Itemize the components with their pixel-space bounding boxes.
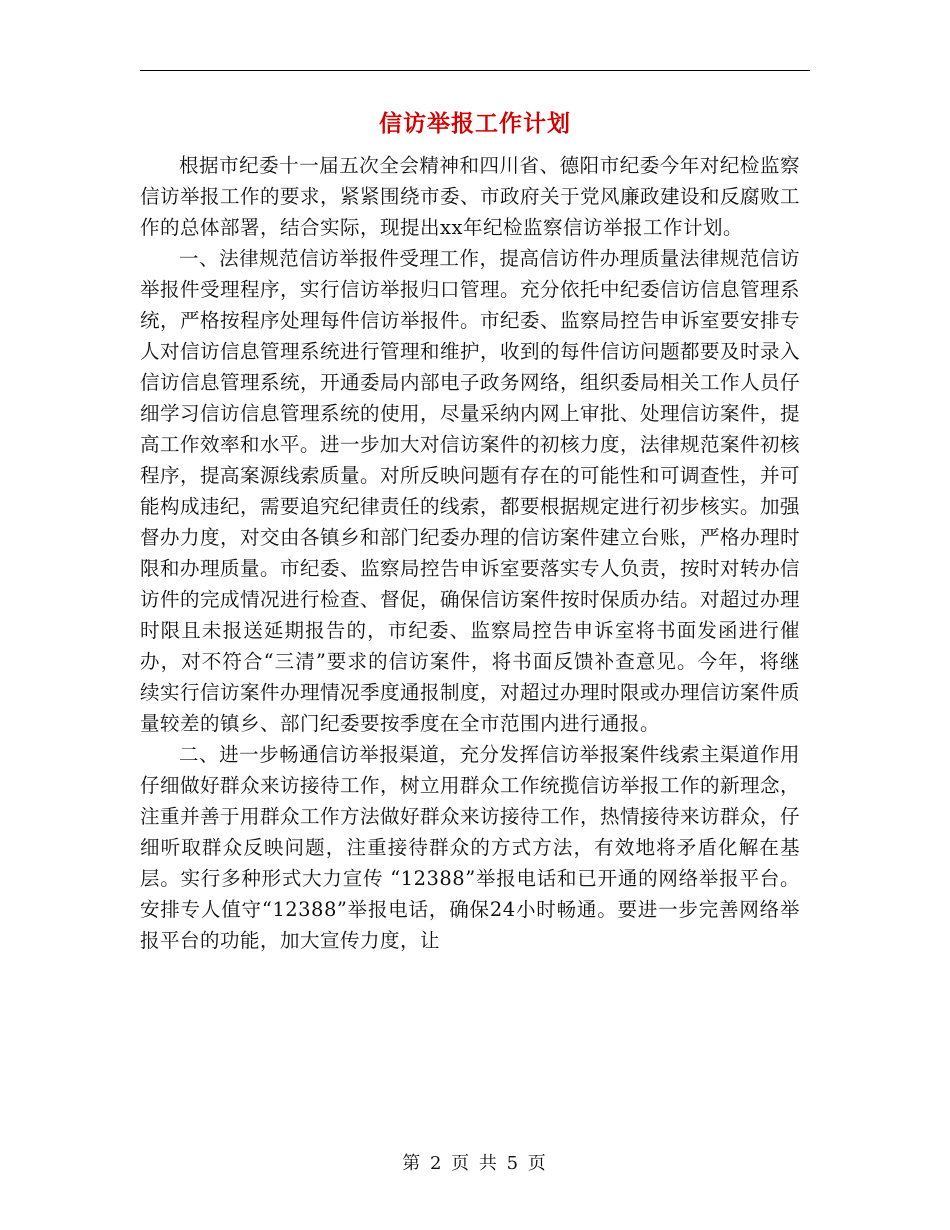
paragraph-section-2: 二、进一步畅通信访举报渠道，充分发挥信访举报案件线索主渠道作用仔细做好群众来访接待工作，树立用群众工作统揽信访举报工作的新理念，注重并善于用群众工作方法做好群众来访接待工作，热情接待来访群众，仔细听取群众反映问题，注重接待群众的方式方法，有效地将矛盾化解在基层。实行多种形式大力宣传 “12388”举报电话和已开通的网络举报平台。安排专人值守“12388”举报电话，确保24小时畅通。要进一步完善网络举报平台的功能，加大宣传力度，让 [140,743,801,952]
page-number-footer: 第 2 页 共 5 页 [402,1153,548,1174]
document-title: 信访举报工作计划 [379,111,571,137]
paragraph-section-1: 一、法律规范信访举报件受理工作，提高信访件办理质量法律规范信访举报件受理程序，实行信访举报归口管理。充分依托中纪委信访信息管理系统，严格按程序处理每件信访举报件。市纪委、监察局控告申诉室要安排专人对信访信息管理系统进行管理和维护，收到的每件信访问题都要及时录入信访信息管理系统，开通委局内部电子政务网络，组织委局相关工作人员仔细学习信访信息管理系统的使用，尽量采纳内网上审批、处理信访案件，提高工作效率和水平。进一步加大对信访案件的初核力度，法律规范案件初核程序，提高案源线索质量。对所反映问题有存在的可能性和可调查性，并可能构成违纪，需要追究纪律责任的线索，都要根据规定进行初步核实。加强督办力度，对交由各镇乡和部门纪委办理的信访案件建立台账，严格办理时限和办理质量。市纪委、监察局控告申诉室要落实专人负责，按时对转办信访件的完成情况进行检查、督促，确保信访案件按时保质办结。对超过办理时限且未报送延期报告的，市纪委、监察局控告申诉室将书面发函进行催办，对不符合“三清”要求的信访案件，将书面反馈补查意见。今年，将继续实行信访案件办理情况季度通报制度，对超过办理时限或办理信访案件质量较差的镇乡、部门纪委要按季度在全市范围内进行通报。 [140,247,801,735]
paragraph-intro: 根据市纪委十一届五次全会精神和四川省、德阳市纪委今年对纪检监察信访举报工作的要求，紧紧围绕市委、市政府关于党风廉政建设和反腐败工作的总体部署，结合实际，现提出xx年纪检监察信访举报工作计划。 [140,154,801,239]
document-body [140,150,800,956]
header-rule [140,70,810,71]
